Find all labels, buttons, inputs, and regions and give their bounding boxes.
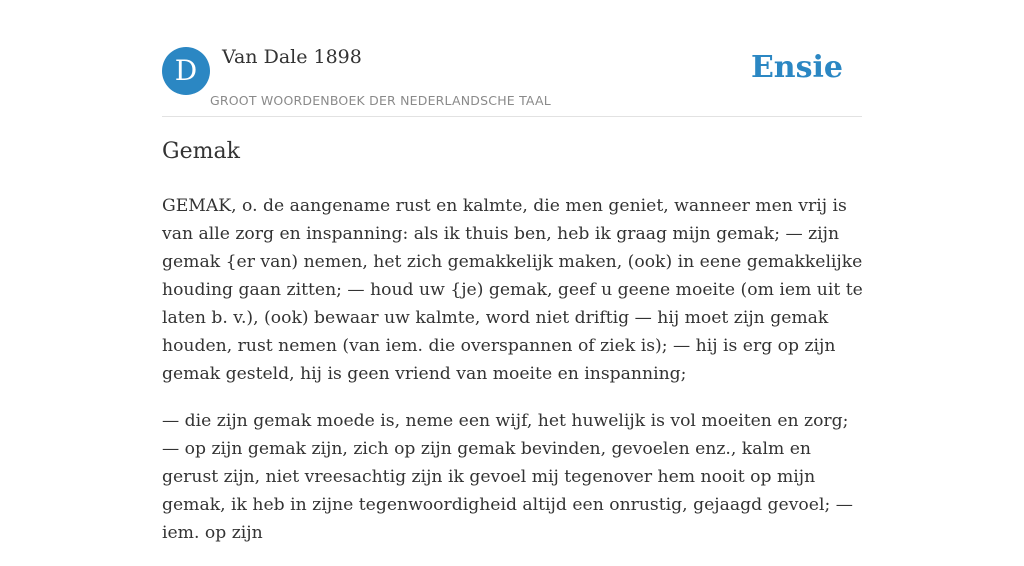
brand-logo-link[interactable]: Ensie: [750, 50, 843, 85]
entry-paragraph: GEMAK, o. de aangename rust en kalmte, die men geniet, wanneer men vrij is van alle zorg en inspanning: als ik thuis ben, heb ik graag mijn gemak; — zijn gemak {er van) nemen, het zich gemakkelijk maken, (ook) in eene gemakkelijke houding gaan zitten; — houd uw {je) gemak, geef u geene moeite (om iem uit te laten b. v.), (ook) bewaar uw kalmte, word niet driftig — hij moet zijn gemak houden, rust nemen (van iem. die overspannen of ziek is); — hij is erg op zijn gemak gesteld, hij is geen vriend van moeite en inspanning;: [162, 196, 863, 384]
dictionary-subtitle: GROOT WOORDENBOEK DER NEDERLANDSCHE TAAL: [210, 93, 551, 108]
dictionary-title[interactable]: Van Dale 1898: [222, 46, 362, 68]
entry-title: Gemak: [162, 139, 240, 164]
dictionary-header: [162, 46, 862, 117]
entry-body: [162, 192, 866, 566]
entry-paragraph: — die zijn gemak moede is, neme een wijf, het huwelijk is vol moeiten en zorg; — op zijn gemak zijn, zich op zijn gemak bevinden, gevoelen enz., kalm en gerust zijn, niet vreesachtig zijn ik gevoel mij tegenover hem nooit op mijn gemak, ik heb in zijne tegenwoordigheid altijd een onrustig, gejaagd gevoel; — iem. op zijn: [162, 411, 853, 543]
dictionary-logo-icon[interactable]: D: [162, 47, 210, 95]
